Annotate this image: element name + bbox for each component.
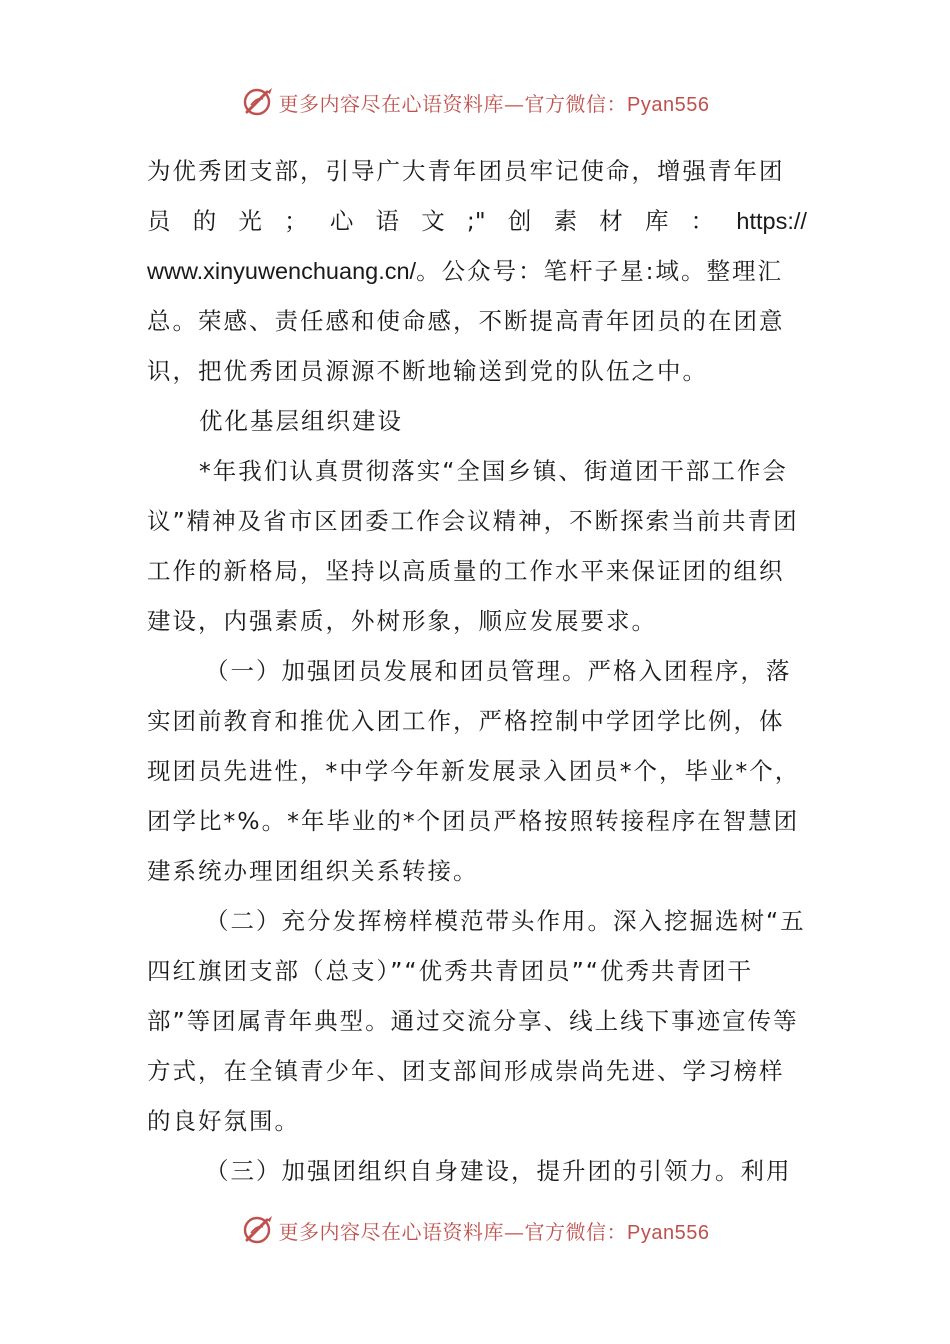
paragraph-1-line-2: 员 的 光 ； 心 语 文 ;" 创 素 材 库 ： https:// <box>147 196 807 246</box>
paragraph-1-line-3: www.xinyuwenchuang.cn/。公众号：笔杆子星:域。整理汇 <box>147 257 784 285</box>
footer-banner <box>0 1208 950 1252</box>
url-text-part-1: https:// <box>736 208 807 234</box>
paragraph-4: （二）充分发挥榜样模范带头作用。深入挖掘选树“五四红旗团支部（总支）”“优秀共青团员”“优秀共青团干部”等团属青年典型。通过交流分享、线上线下事迹宣传等方式，在全镇青少年、团支部间形成崇尚先进、学习榜样的良好氛围。 <box>147 907 806 1135</box>
document-body <box>147 146 807 1196</box>
paragraph-5: （三）加强团组织自身建设，提升团的引领力。利用 <box>205 1157 792 1185</box>
url-text-part-2: www.xinyuwenchuang.cn/ <box>147 258 417 284</box>
pen-logo-icon <box>241 85 275 119</box>
header-banner <box>0 80 950 124</box>
paragraph-3: （一）加强团员发展和团员管理。严格入团程序，落实团前教育和推优入团工作，严格控制中学团学比例，体现团员先进性，*中学今年新发展录入团员*个，毕业*个，团学比*%。*年毕业的*个团员严格按照转接程序在智慧团建系统办理团组织关系转接。 <box>147 657 801 885</box>
paragraph-1-rest: 总。荣感、责任感和使命感，不断提高青年团员的在团意识，把优秀团员源源不断地输送到党的队伍之中。 <box>147 307 785 385</box>
paragraph-2: *年我们认真贯彻落实“全国乡镇、街道团干部工作会议”精神及省市区团委工作会议精神，不断探索当前共青团工作的新格局，坚持以高质量的工作水平来保证团的组织建设，内强素质，外树形象，顺应发展要求。 <box>147 457 799 635</box>
header-banner-text: 更多内容尽在心语资料库—官方微信：Pyan556 <box>278 91 710 116</box>
section-heading: 优化基层组织建设 <box>199 407 403 435</box>
footer-banner-text: 更多内容尽在心语资料库—官方微信：Pyan556 <box>278 1219 710 1244</box>
pen-logo-icon <box>241 1213 275 1247</box>
paragraph-1-line-1: 为优秀团支部，引导广大青年团员牢记使命，增强青年团 <box>147 157 785 185</box>
